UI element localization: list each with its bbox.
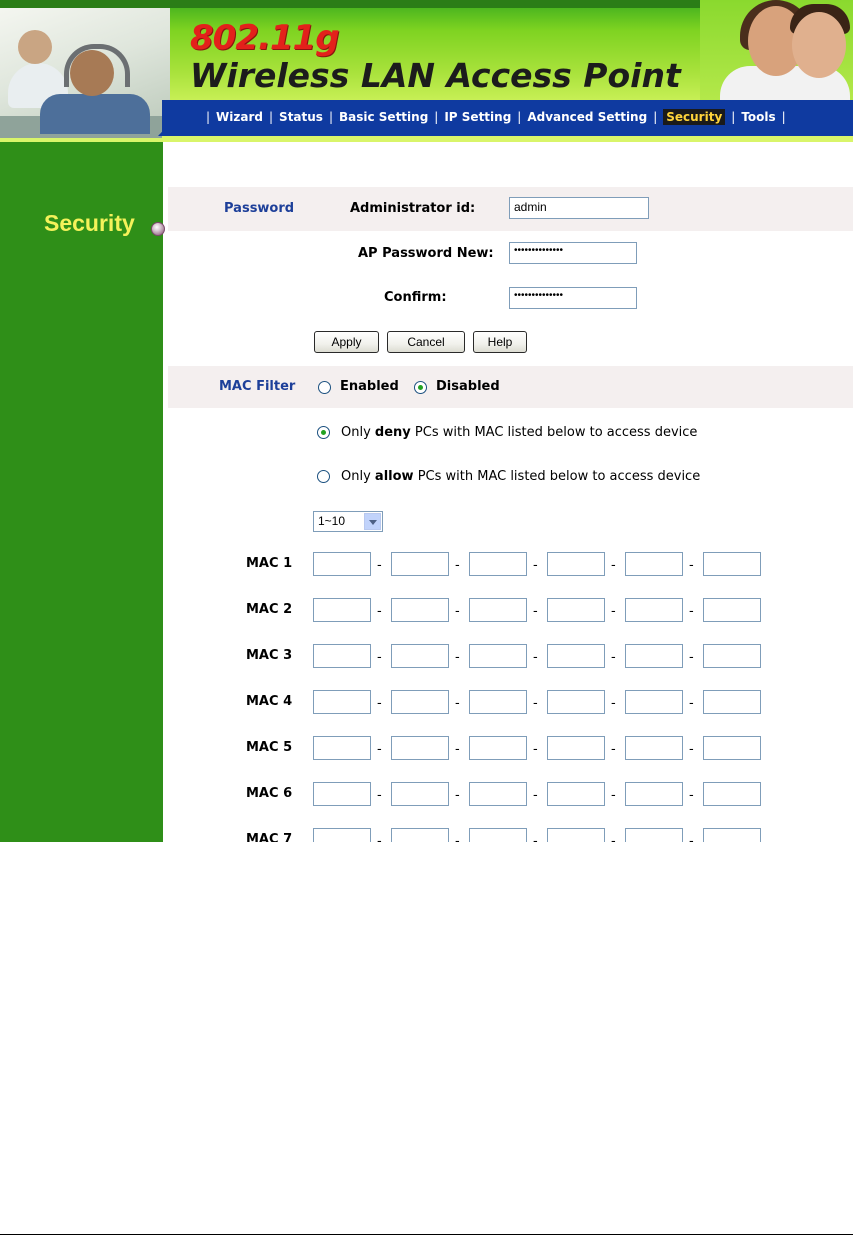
mac-separator: - bbox=[689, 742, 694, 757]
mac-octet-input[interactable] bbox=[313, 782, 371, 806]
mac-separator: - bbox=[455, 788, 460, 803]
header-photo-left bbox=[0, 8, 170, 138]
brand-title: Wireless LAN Access Point bbox=[190, 56, 681, 95]
admin-id-input[interactable]: admin bbox=[509, 197, 649, 219]
mac-octet-input[interactable] bbox=[703, 782, 761, 806]
mac-octet-input[interactable] bbox=[703, 644, 761, 668]
top-nav: | Wizard | Status | Basic Setting | IP Setting | Advanced Setting | Security | Tools | bbox=[206, 110, 786, 124]
mac-separator: - bbox=[533, 558, 538, 573]
mac-separator: - bbox=[611, 788, 616, 803]
mac-octet-input[interactable] bbox=[547, 690, 605, 714]
mac-separator: - bbox=[611, 558, 616, 573]
mac-separator: - bbox=[533, 834, 538, 842]
page-rule bbox=[0, 1234, 853, 1235]
mac-row bbox=[0, 598, 853, 624]
mac-octet-input[interactable] bbox=[313, 552, 371, 576]
nav-basic-setting[interactable]: Basic Setting bbox=[339, 110, 429, 124]
mac-octet-input[interactable] bbox=[547, 828, 605, 842]
mac-separator: - bbox=[611, 604, 616, 619]
mac-octet-input[interactable] bbox=[703, 690, 761, 714]
mac-filter-disabled-radio[interactable] bbox=[414, 381, 427, 394]
mac-row-label: MAC 1 bbox=[246, 556, 293, 571]
mac-octet-input[interactable] bbox=[625, 552, 683, 576]
mac-octet-input[interactable] bbox=[625, 690, 683, 714]
deny-mode-radio[interactable] bbox=[317, 426, 330, 439]
mac-row-label: MAC 6 bbox=[246, 786, 293, 801]
mac-octet-input[interactable] bbox=[391, 598, 449, 622]
header-banner bbox=[0, 0, 853, 142]
mac-octet-input[interactable] bbox=[703, 598, 761, 622]
mac-row bbox=[0, 690, 853, 716]
mac-separator: - bbox=[611, 742, 616, 757]
mac-octet-input[interactable] bbox=[391, 828, 449, 842]
mac-octet-input[interactable] bbox=[313, 644, 371, 668]
mac-separator: - bbox=[689, 604, 694, 619]
mac-row-label: MAC 3 bbox=[246, 648, 293, 663]
mac-row-label: MAC 5 bbox=[246, 740, 293, 755]
nav-wizard[interactable]: Wizard bbox=[216, 110, 263, 124]
mac-row bbox=[0, 644, 853, 670]
mac-row-label: MAC 2 bbox=[246, 602, 293, 617]
mac-filter-enabled-radio[interactable] bbox=[318, 381, 331, 394]
mac-octet-input[interactable] bbox=[625, 598, 683, 622]
mac-separator: - bbox=[689, 788, 694, 803]
mac-octet-input[interactable] bbox=[703, 552, 761, 576]
mac-separator: - bbox=[689, 696, 694, 711]
nav-ip-setting[interactable]: IP Setting bbox=[444, 110, 512, 124]
mac-separator: - bbox=[689, 558, 694, 573]
mac-separator: - bbox=[455, 650, 460, 665]
mac-range-select[interactable]: 1~10 bbox=[313, 511, 383, 532]
mac-octet-input[interactable] bbox=[469, 782, 527, 806]
mac-row-label: MAC 7 bbox=[246, 832, 293, 842]
mac-octet-input[interactable] bbox=[547, 552, 605, 576]
cancel-button[interactable]: Cancel bbox=[387, 331, 465, 353]
mac-octet-input[interactable] bbox=[703, 828, 761, 842]
mac-octet-input[interactable] bbox=[469, 690, 527, 714]
mac-filter-disabled-label: Disabled bbox=[436, 379, 500, 394]
mac-separator: - bbox=[455, 696, 460, 711]
mac-octet-input[interactable] bbox=[313, 690, 371, 714]
nav-status[interactable]: Status bbox=[279, 110, 323, 124]
mac-separator: - bbox=[455, 742, 460, 757]
mac-octet-input[interactable] bbox=[469, 644, 527, 668]
mac-row bbox=[0, 828, 853, 842]
mac-separator: - bbox=[455, 558, 460, 573]
mac-row bbox=[0, 552, 853, 578]
mac-separator: - bbox=[533, 604, 538, 619]
mac-octet-input[interactable] bbox=[703, 736, 761, 760]
bullet-icon bbox=[151, 222, 165, 236]
mac-separator: - bbox=[377, 650, 382, 665]
new-password-label: AP Password New: bbox=[358, 246, 494, 261]
password-section-label: Password bbox=[224, 201, 295, 216]
mac-octet-input[interactable] bbox=[469, 736, 527, 760]
nav-security[interactable]: Security bbox=[663, 109, 725, 125]
admin-id-label: Administrator id: bbox=[350, 201, 476, 216]
mac-row bbox=[0, 736, 853, 762]
mac-octet-input[interactable] bbox=[469, 828, 527, 842]
nav-tools[interactable]: Tools bbox=[741, 110, 776, 124]
headphones-icon bbox=[64, 44, 130, 87]
mac-separator: - bbox=[377, 558, 382, 573]
mac-octet-input[interactable] bbox=[625, 782, 683, 806]
brand-standard: 802.11g bbox=[190, 18, 339, 58]
mac-octet-input[interactable] bbox=[313, 736, 371, 760]
mac-octet-input[interactable] bbox=[391, 644, 449, 668]
confirm-password-label: Confirm: bbox=[384, 290, 447, 305]
mac-octet-input[interactable] bbox=[313, 598, 371, 622]
mac-separator: - bbox=[377, 696, 382, 711]
mac-octet-input[interactable] bbox=[469, 598, 527, 622]
mac-octet-input[interactable] bbox=[391, 736, 449, 760]
mac-octet-input[interactable] bbox=[625, 828, 683, 842]
mac-separator: - bbox=[377, 742, 382, 757]
mac-separator: - bbox=[377, 788, 382, 803]
mac-octet-input[interactable] bbox=[547, 782, 605, 806]
mac-row-label: MAC 4 bbox=[246, 694, 293, 709]
mac-filter-label: MAC Filter bbox=[219, 379, 296, 394]
help-button[interactable]: Help bbox=[473, 331, 527, 353]
header-photo-right bbox=[700, 0, 853, 100]
allow-mode-radio[interactable] bbox=[317, 470, 330, 483]
sidebar-title: Security bbox=[44, 210, 135, 236]
mac-separator: - bbox=[533, 788, 538, 803]
mac-octet-input[interactable] bbox=[547, 598, 605, 622]
mac-octet-input[interactable] bbox=[625, 644, 683, 668]
mac-separator: - bbox=[689, 650, 694, 665]
deny-mode-label: Only deny PCs with MAC listed below to access device bbox=[341, 425, 698, 440]
mac-separator: - bbox=[377, 604, 382, 619]
mac-filter-enabled-label: Enabled bbox=[340, 379, 399, 394]
mac-octet-input[interactable] bbox=[313, 828, 371, 842]
mac-separator: - bbox=[455, 604, 460, 619]
mac-octet-input[interactable] bbox=[391, 690, 449, 714]
mac-separator: - bbox=[611, 834, 616, 842]
chevron-down-icon[interactable] bbox=[364, 513, 381, 530]
new-password-input[interactable]: •••••••••••••• bbox=[509, 242, 637, 264]
mac-row bbox=[0, 782, 853, 808]
mac-octet-input[interactable] bbox=[547, 644, 605, 668]
mac-separator: - bbox=[611, 650, 616, 665]
confirm-password-input[interactable]: •••••••••••••• bbox=[509, 287, 637, 309]
mac-octet-input[interactable] bbox=[391, 552, 449, 576]
mac-separator: - bbox=[533, 742, 538, 757]
mac-separator: - bbox=[533, 696, 538, 711]
mac-separator: - bbox=[689, 834, 694, 842]
apply-button[interactable]: Apply bbox=[314, 331, 379, 353]
mac-separator: - bbox=[533, 650, 538, 665]
mac-separator: - bbox=[611, 696, 616, 711]
mac-octet-input[interactable] bbox=[625, 736, 683, 760]
mac-separator: - bbox=[377, 834, 382, 842]
mac-octet-input[interactable] bbox=[547, 736, 605, 760]
mac-octet-input[interactable] bbox=[469, 552, 527, 576]
mac-octet-input[interactable] bbox=[391, 782, 449, 806]
mac-separator: - bbox=[455, 834, 460, 842]
nav-advanced-setting[interactable]: Advanced Setting bbox=[527, 110, 648, 124]
allow-mode-label: Only allow PCs with MAC listed below to access device bbox=[341, 469, 701, 484]
